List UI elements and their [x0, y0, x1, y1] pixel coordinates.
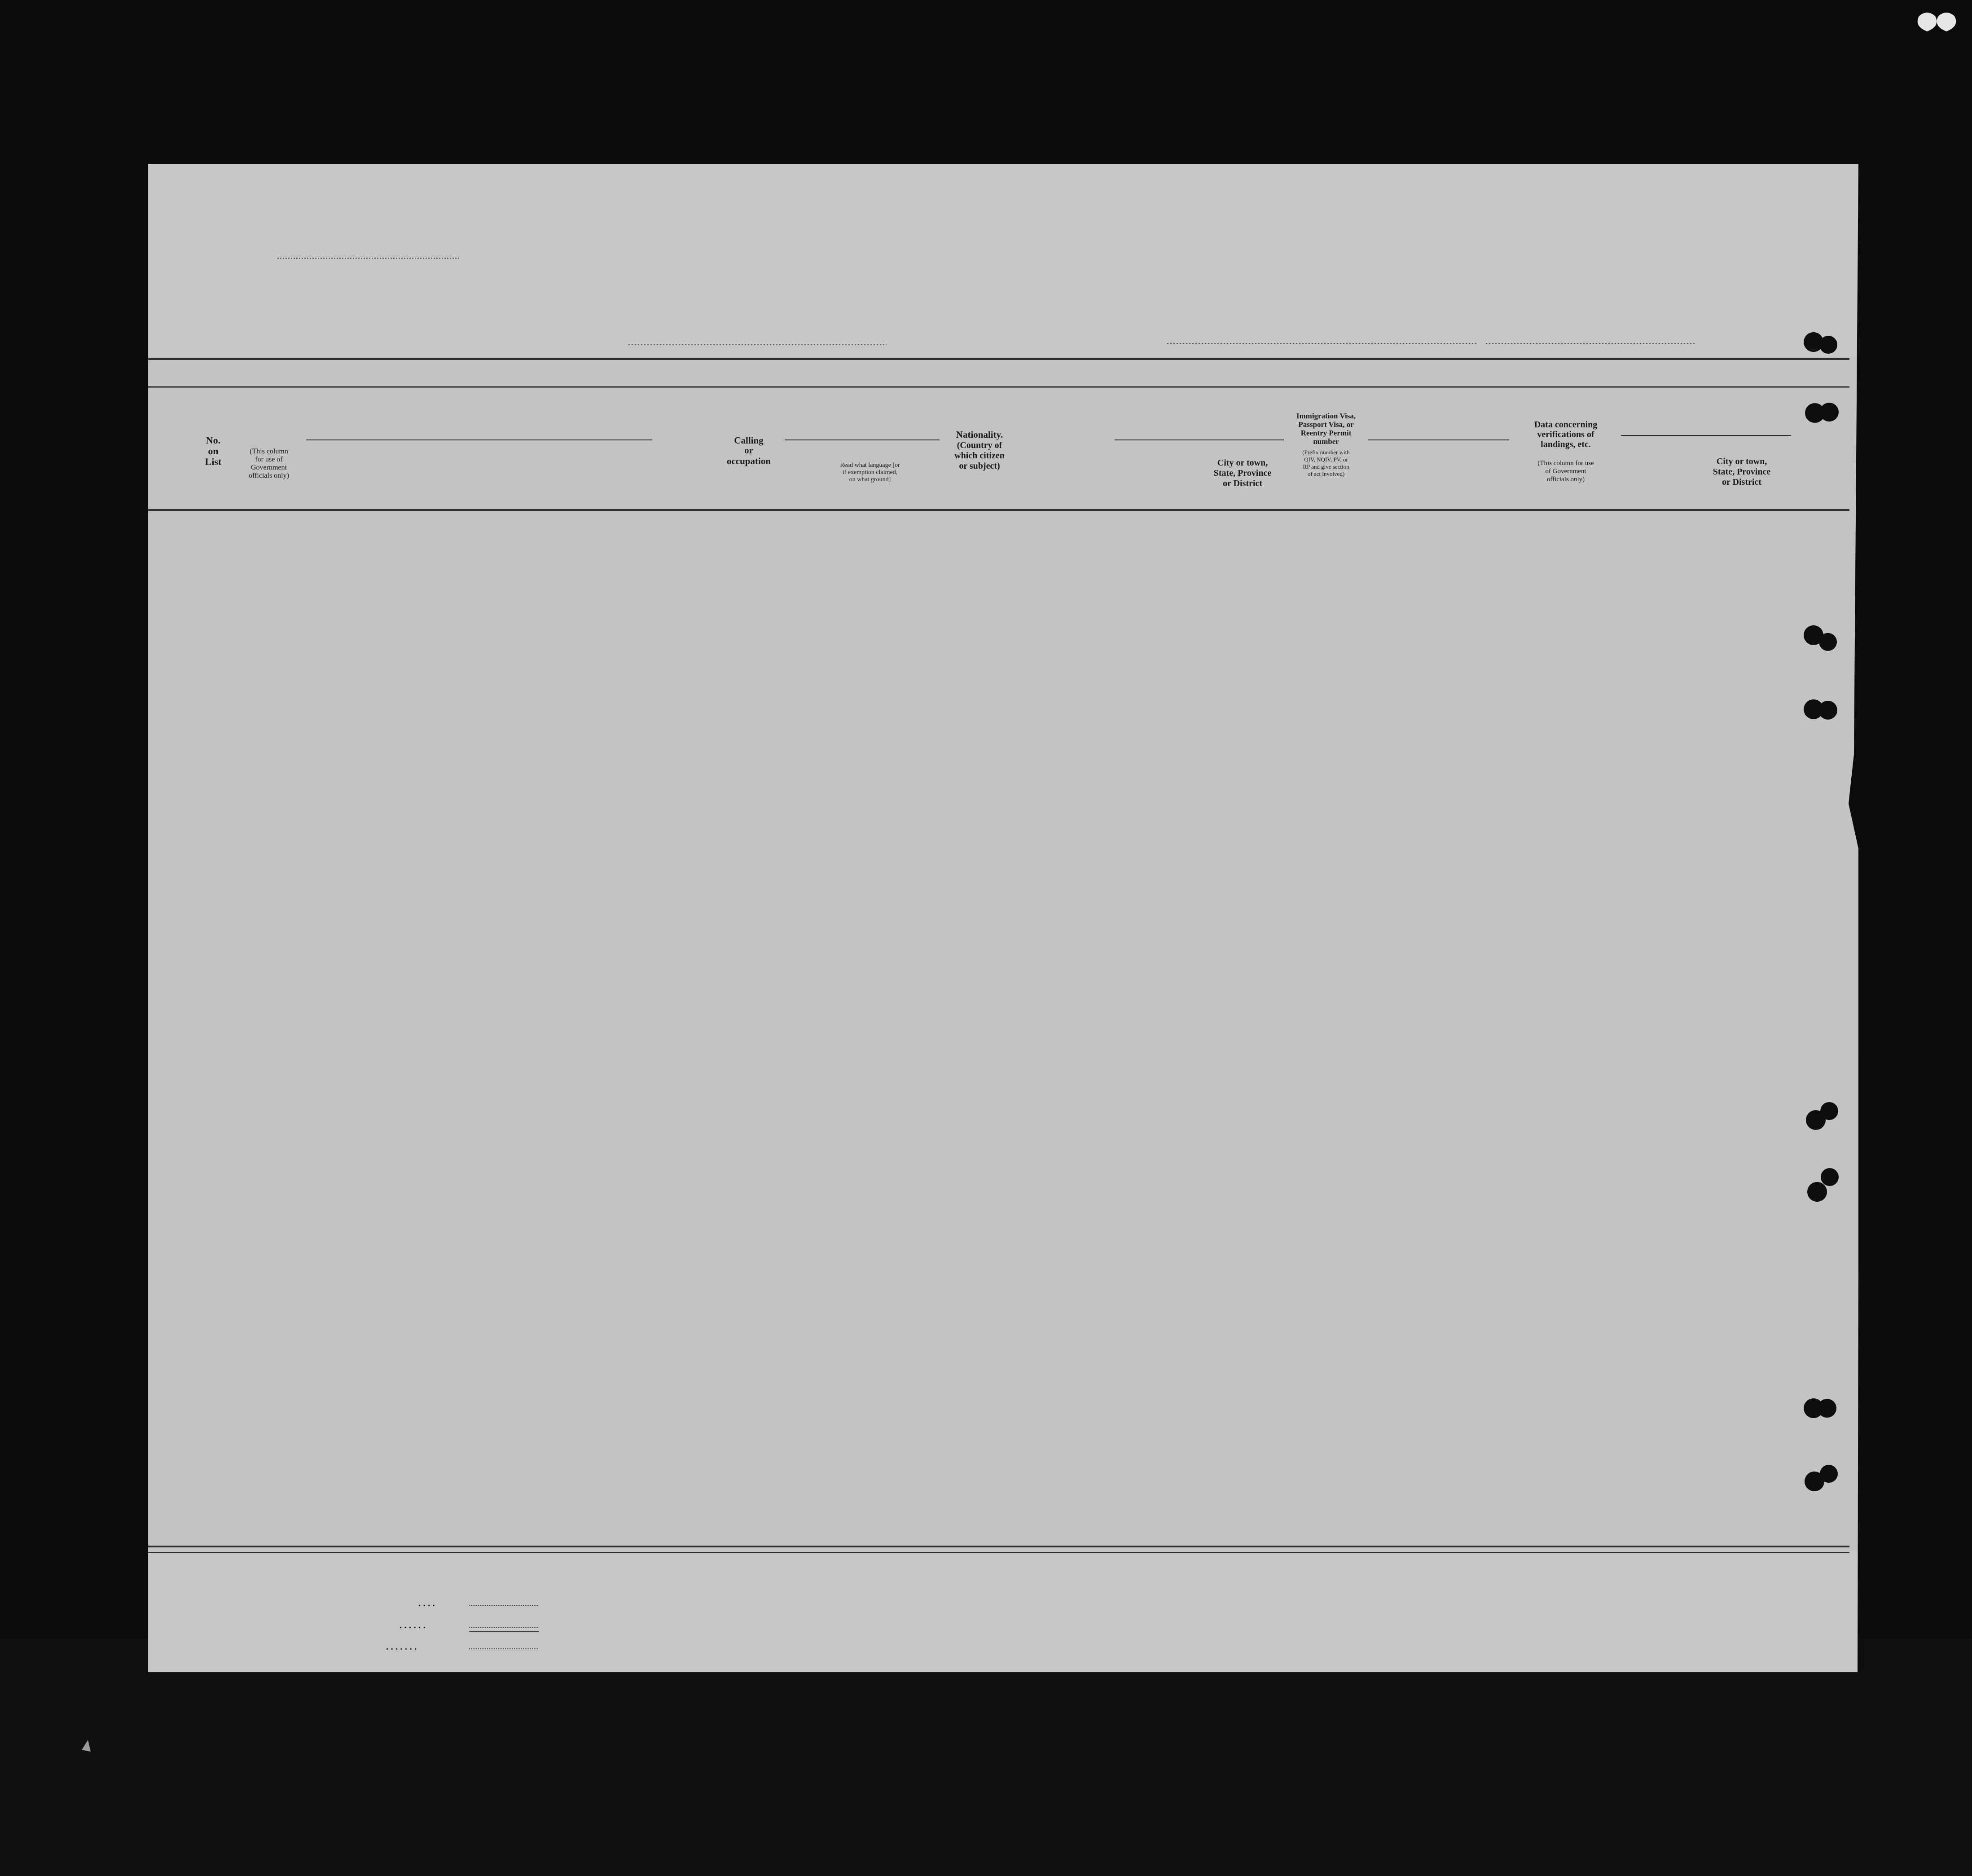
header-nationality-3: which citizen [954, 451, 1005, 461]
header-head-tax-note-3: Government [251, 464, 287, 471]
header-landing-3: landings, etc. [1541, 439, 1591, 449]
header-landing-note-2: of Government [1545, 468, 1586, 475]
header-landing-2: verifications of [1537, 430, 1594, 439]
header-read-language-2: if exemption claimed, [842, 469, 898, 476]
header-pob-city-2: State, Province [1213, 468, 1272, 478]
header-no-on-list-3: List [205, 456, 222, 467]
header-visa-1: Immigration Visa, [1296, 412, 1356, 420]
header-visa-2: Passport Visa, or [1298, 420, 1354, 429]
header-head-tax-note-1: (This column [250, 448, 288, 455]
header-calling-1: Calling [734, 435, 764, 446]
header-visa-note-3: RP and give section [1303, 463, 1349, 470]
header-visa-4: number [1313, 437, 1339, 446]
header-visa-note-1: (Prefix number with [1302, 449, 1350, 456]
header-landing-note-1: (This column for use [1537, 460, 1594, 467]
aliens-leader: . . . . . . . [386, 1641, 417, 1652]
us-citizens-leader: . . . . . . [400, 1620, 426, 1630]
header-pob-city-1: City or town, [1217, 458, 1268, 468]
header-no-on-list-2: on [208, 445, 219, 457]
header-visa-3: Reentry Permit [1300, 429, 1352, 437]
header-pob-city-3: or District [1223, 479, 1262, 488]
header-no-on-list-1: No. [206, 435, 221, 446]
header-head-tax-note-4: officials only) [249, 472, 289, 479]
header-nationality-4: or subject) [959, 461, 1000, 471]
header-nationality-1: Nationality. [956, 429, 1003, 440]
header-visa-note-2: QIV, NQIV, PV, or [1304, 456, 1348, 463]
paper-sheet [148, 164, 1861, 1672]
header-lr-city-1: City or town, [1716, 457, 1767, 466]
header-visa-note-4: of act involved) [1307, 470, 1345, 477]
header-head-tax-note-2: for use of [255, 456, 283, 463]
header-read-language-1: Read what language [or [840, 462, 900, 469]
header-nationality-2: (Country of [957, 440, 1002, 450]
header-lr-city-3: or District [1722, 477, 1761, 487]
header-landing-1: Data concerning [1534, 420, 1598, 430]
header-landing-note-3: officials only) [1546, 476, 1585, 483]
header-read-language-3: on what ground] [849, 476, 891, 483]
header-calling-3: occupation [726, 456, 771, 466]
header-calling-2: or [744, 445, 753, 456]
header-lr-city-2: State, Province [1713, 467, 1771, 477]
total-passengers-leader: . . . . [418, 1598, 435, 1608]
